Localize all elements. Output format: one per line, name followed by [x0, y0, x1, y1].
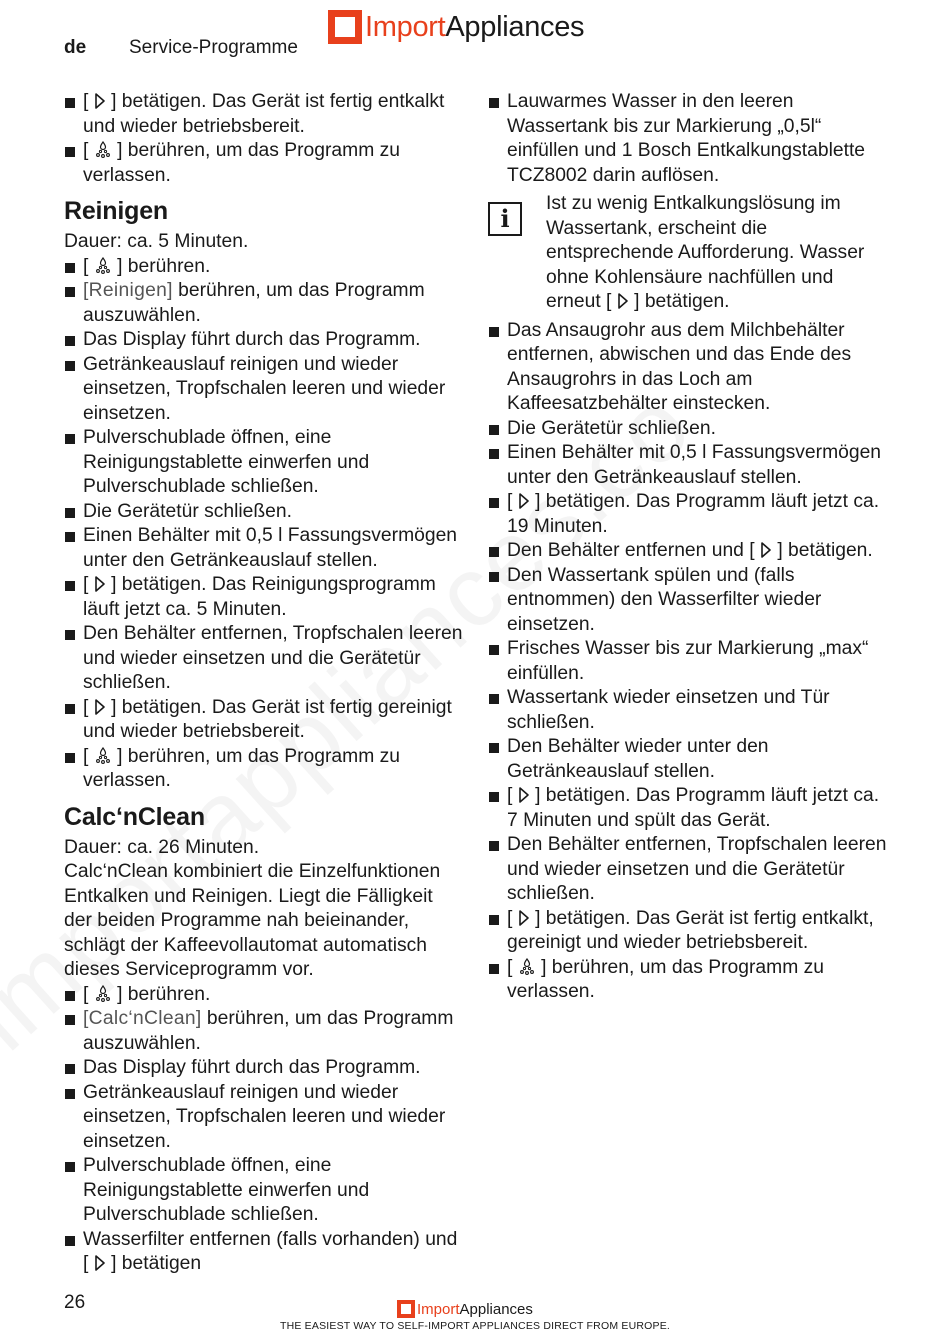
play-triangle-icon [617, 292, 629, 310]
play-triangle-icon [94, 575, 106, 593]
heading-calcnclean: Calc‘nClean [64, 802, 205, 831]
list-item: Pulverschublade öffnen, eine Reinigungstablette einwerfen und Pulverschublade schließen. [64, 1154, 464, 1228]
list-item: Getränkeauslauf reinigen und wieder einsetzen, Tropfschalen leeren und wieder einsetzen. [64, 1081, 464, 1155]
brand-word-import: Import [417, 1300, 460, 1318]
brand-logo-top [328, 10, 584, 44]
right-column [488, 90, 888, 1005]
list-item: [ ] berühren, um das Programm zu verlassen. [64, 745, 464, 794]
service-drops-icon [94, 985, 112, 1003]
play-triangle-icon [94, 1254, 106, 1272]
brand-logo-bottom [397, 1300, 533, 1318]
brand-word-import: Import [365, 10, 446, 43]
list-item: [Reinigen] berühren, um das Programm auszuwählen. [64, 279, 464, 328]
list-item: Wassertank wieder einsetzen und Tür schließen. [488, 686, 888, 735]
brand-mark-icon [397, 1300, 415, 1318]
list-item: Den Behälter entfernen, Tropfschalen leeren und wieder einsetzen und die Gerätetür schließen. [64, 622, 464, 696]
list-item: [ ] berühren, um das Programm zu verlassen. [64, 139, 464, 188]
brand-mark-icon [328, 10, 362, 44]
service-drops-icon [94, 257, 112, 275]
list-item: [ ] betätigen. Das Gerät ist fertig gereinigt und wieder betriebsbereit. [64, 696, 464, 745]
brand-word-appliances: Appliances [459, 1300, 533, 1318]
list-item: Den Behälter entfernen und [ ] betätigen. [488, 539, 888, 564]
service-drops-icon [94, 141, 112, 159]
list-item: [ ] berühren, um das Programm zu verlassen. [488, 956, 888, 1005]
play-triangle-icon [518, 786, 530, 804]
page-number: 26 [64, 1292, 86, 1313]
description-calcnclean: Calc‘nClean kombiniert die Einzelfunktionen Entkalken und Reinigen. Liegt die Fälligkeit der beiden Programme nah beieinander, schlägt der Kaffeevollautomat automatisch dieses Serviceprogramm vor. [64, 861, 441, 980]
duration-calcnclean: Dauer: ca. 26 Minuten. [64, 836, 260, 858]
left-column [64, 90, 464, 1277]
language-code: de [64, 37, 87, 58]
play-triangle-icon [518, 909, 530, 927]
duration-reinigen: Dauer: ca. 5 Minuten. [64, 231, 249, 252]
heading-reinigen: Reinigen [64, 197, 168, 225]
play-triangle-icon [760, 541, 772, 559]
play-triangle-icon [94, 698, 106, 716]
list-item: Die Gerätetür schließen. [488, 417, 888, 442]
service-drops-icon [94, 747, 112, 765]
list-item: Pulverschublade öffnen, eine Reinigungstablette einwerfen und Pulverschublade schließen. [64, 426, 464, 500]
list-item: [ ] berühren. [64, 983, 464, 1008]
list-item: [ ] betätigen. Das Gerät ist fertig entkalkt, gereinigt und wieder betriebsbereit. [488, 907, 888, 956]
info-note: i Ist zu wenig Entkalkungslösung im Wassertank, erscheint die entsprechende Aufforderung. Wasser ohne Kohlensäure nachfüllen und erneut [ ] betätigen. [488, 192, 888, 315]
list-item: [ ] betätigen. Das Gerät ist fertig entkalkt und wieder betriebsbereit. [64, 90, 464, 139]
play-triangle-icon [518, 492, 530, 510]
list-item: Das Ansaugrohr aus dem Milchbehälter entfernen, abwischen und das Ende des Ansaugrohrs in das Loch am Kaffeesatzbehälter einstecken. [488, 319, 888, 417]
service-drops-icon [518, 958, 536, 976]
list-item: Das Display führt durch das Programm. [64, 1056, 464, 1081]
list-item: Den Wassertank spülen und (falls entnommen) den Wasserfilter wieder einsetzen. [488, 564, 888, 638]
list-item: Wasserfilter entfernen (falls vorhanden) und [ ] betätigen [64, 1228, 464, 1277]
list-item: Einen Behälter mit 0,5 l Fassungsvermögen unter den Getränkeauslauf stellen. [488, 441, 888, 490]
list-item: Die Gerätetür schließen. [64, 500, 464, 525]
list-item: [ ] berühren. [64, 255, 464, 280]
list-item: Lauwarmes Wasser in den leeren Wassertank bis zur Markierung „0,5l“ einfüllen und 1 Bosch Entkalkungstablette TCZ8002 darin auflösen. [488, 90, 888, 188]
list-item: [Calc‘nClean] berühren, um das Programm auszuwählen. [64, 1007, 464, 1056]
list-item: Frisches Wasser bis zur Markierung „max“ einfüllen. [488, 637, 888, 686]
brand-tagline: THE EASIEST WAY TO SELF-IMPORT APPLIANCES DIRECT FROM EUROPE. [279, 1320, 671, 1332]
info-icon: i [488, 202, 522, 236]
list-item: Das Display führt durch das Programm. [64, 328, 464, 353]
menu-key-calcnclean: [Calc‘nClean] [83, 1008, 202, 1029]
list-item: [ ] betätigen. Das Programm läuft jetzt ca. 7 Minuten und spült das Gerät. [488, 784, 888, 833]
list-item: Einen Behälter mit 0,5 l Fassungsvermögen unter den Getränkeauslauf stellen. [64, 524, 464, 573]
list-item: [ ] betätigen. Das Programm läuft jetzt ca. 19 Minuten. [488, 490, 888, 539]
list-item: [ ] betätigen. Das Reinigungsprogramm läuft jetzt ca. 5 Minuten. [64, 573, 464, 622]
menu-key-reinigen: [Reinigen] [83, 280, 173, 301]
list-item: Getränkeauslauf reinigen und wieder einsetzen, Tropfschalen leeren und wieder einsetzen. [64, 353, 464, 427]
list-item: Den Behälter wieder unter den Getränkeauslauf stellen. [488, 735, 888, 784]
section-title: Service-Programme [129, 37, 298, 58]
play-triangle-icon [94, 92, 106, 110]
brand-word-appliances: Appliances [445, 10, 585, 43]
list-item: Den Behälter entfernen, Tropfschalen leeren und wieder einsetzen und die Gerätetür schließen. [488, 833, 888, 907]
